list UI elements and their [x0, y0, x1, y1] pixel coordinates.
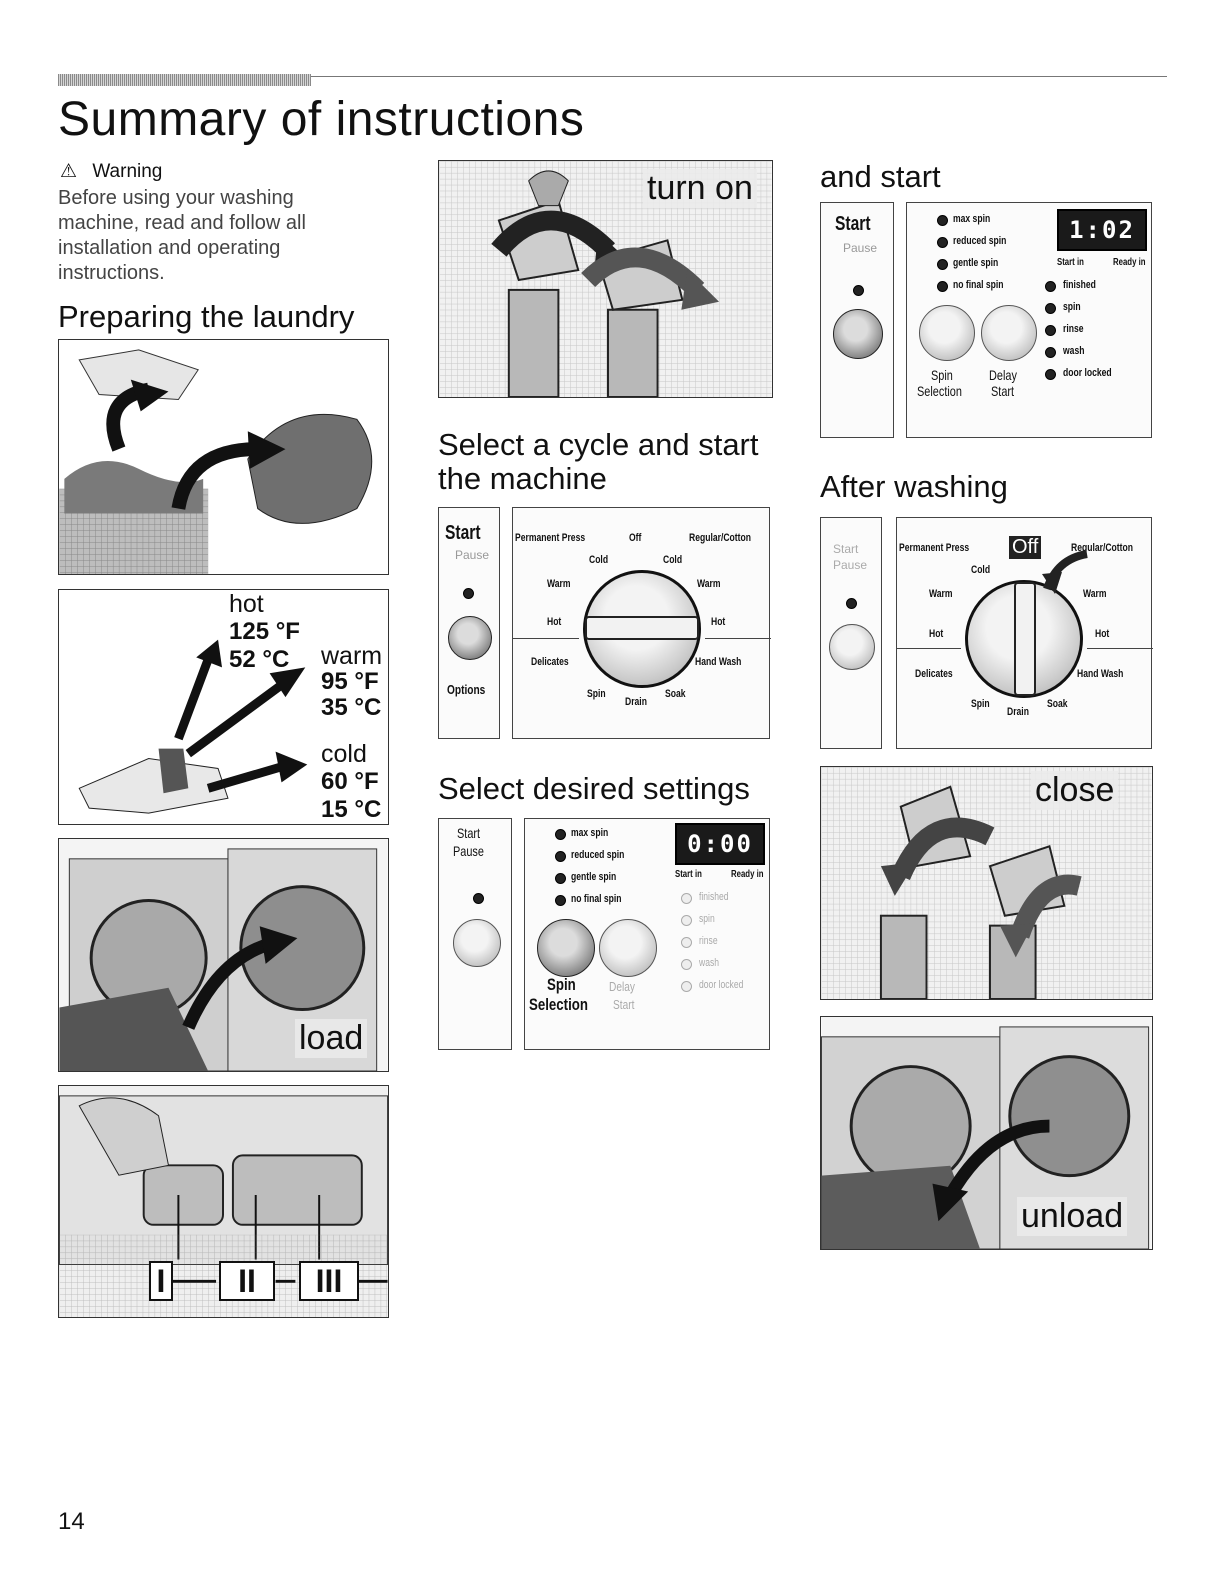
dispenser-slot-1: I [149, 1261, 173, 1301]
settings-pause-label: Pause [453, 843, 484, 859]
warning-heading [60, 160, 162, 183]
start-start-label: Start [991, 383, 1015, 399]
led-spin-off [681, 915, 692, 926]
start-spin-label: Spin [931, 367, 953, 383]
temp-hot-c: 52 °C [229, 646, 290, 673]
led-max-spin [555, 829, 566, 840]
page-title: Summary of instructions [58, 93, 585, 146]
start-ready-in: Ready in [1113, 257, 1146, 268]
dial-divider-right [705, 638, 771, 639]
dial-spin: Spin [587, 688, 606, 700]
temp-hot-f: 125 °F [229, 618, 300, 645]
selection-label-highlight: Selection [529, 995, 588, 1014]
start-label-active: Start [835, 213, 871, 235]
after-dial-divider-right [1087, 648, 1153, 649]
after-dial-soak: Soak [1047, 698, 1068, 710]
start-delay-label: Delay [989, 367, 1017, 383]
delay-start-button[interactable] [599, 919, 657, 977]
status-finished-off: finished [699, 891, 729, 903]
panel-sort-laundry [58, 339, 389, 575]
warning-text: Before using your washing machine, read and follow all installation and operating instructions. [58, 187, 306, 284]
start-led-gentle-spin [937, 259, 948, 270]
dial-regular-cotton: Regular/Cotton [689, 532, 751, 544]
settings-display: 0:00 [675, 823, 765, 865]
after-dial-warm-right: Warm [1083, 588, 1107, 600]
start-led-no-final-spin [937, 281, 948, 292]
settings-start-label: Start [457, 825, 481, 841]
settings-panel [524, 818, 770, 1050]
start-status-finished: finished [1063, 279, 1096, 291]
dispenser-slot-2: II [219, 1261, 275, 1301]
panel-load [58, 838, 389, 1072]
start-status-wash: wash [1063, 345, 1085, 357]
start-active-led [853, 285, 864, 296]
after-dial-divider-left [897, 648, 961, 649]
settings-ready-in: Ready in [731, 869, 764, 880]
after-dial-spin: Spin [971, 698, 990, 710]
after-dial-hand-wash: Hand Wash [1077, 668, 1124, 680]
warning-icon: ⚠ [60, 161, 78, 182]
temp-cold-c: 15 °C [321, 796, 382, 823]
after-dial-pointer [1014, 582, 1036, 696]
dial-divider-left [513, 638, 579, 639]
dispenser-slot-3: III [299, 1261, 359, 1301]
dial-warm-right: Warm [697, 578, 721, 590]
temp-cold-f: 60 °F [321, 768, 379, 795]
settings-start-pause-button[interactable] [453, 919, 501, 967]
start-selection-label: Selection [917, 383, 962, 399]
led-door-locked-off [681, 981, 692, 992]
panel-close [820, 766, 1153, 1000]
start-display: 1:02 [1057, 209, 1147, 251]
after-dial-hot-left: Hot [929, 628, 944, 640]
after-dial-off: Off [1009, 536, 1041, 559]
caption-close: close [1031, 771, 1118, 810]
header-rule-bar [58, 74, 311, 86]
start-button-label: Start [445, 522, 481, 544]
start-led-finished [1045, 281, 1056, 292]
opt-max-spin: max spin [571, 827, 609, 839]
start-led-door-locked [1045, 369, 1056, 380]
start-spin-selection-button[interactable] [919, 305, 975, 361]
start-led-max-spin [937, 215, 948, 226]
dial-hot-right: Hot [711, 616, 726, 628]
opt-gentle-spin: gentle spin [571, 871, 617, 883]
panel-dispenser [58, 1085, 389, 1318]
section-select-settings: Select desired settings [438, 771, 750, 806]
dial-permanent-press: Permanent Press [515, 532, 586, 544]
warning-label: Warning [92, 161, 163, 182]
panel-unload [820, 1016, 1153, 1250]
after-dial-warm-left: Warm [929, 588, 953, 600]
led-wash-off [681, 959, 692, 970]
opt-no-final-spin: no final spin [571, 893, 622, 905]
led-finished-off [681, 893, 692, 904]
caption-turn-on: turn on [643, 169, 757, 208]
spin-selection-button[interactable] [537, 919, 595, 977]
after-start-label: Start [833, 542, 859, 556]
section-and-start: and start [820, 159, 941, 194]
section-after-washing: After washing [820, 469, 1008, 504]
panel-temperatures [58, 589, 389, 825]
after-dial-permanent-press: Permanent Press [899, 542, 970, 554]
start-status-door-locked: door locked [1063, 367, 1112, 379]
after-dial-hot-right: Hot [1095, 628, 1110, 640]
start-opt-max-spin: max spin [953, 213, 991, 225]
start-led-reduced-spin [937, 237, 948, 248]
start-pause-column-settings [438, 818, 512, 1050]
spin-label-highlight: Spin [547, 975, 576, 994]
delay-label-dim: Delay [609, 979, 635, 994]
start-active-button[interactable] [833, 309, 883, 359]
dial-drain: Drain [625, 696, 647, 708]
dial-cold-left: Cold [589, 554, 609, 566]
temp-cold-label: cold [321, 740, 367, 768]
start-pause-column-after [820, 517, 882, 749]
start-status-panel [906, 202, 1152, 438]
start-led-spin [1045, 303, 1056, 314]
start-opt-no-final-spin: no final spin [953, 279, 1004, 291]
start-pause-column-start [820, 202, 894, 438]
dial-delicates: Delicates [531, 656, 569, 668]
after-start-led [846, 598, 857, 609]
temp-warm-c: 35 °C [321, 694, 382, 721]
start-led [463, 588, 474, 599]
start-led-wash [1045, 347, 1056, 358]
settings-start-led [473, 893, 484, 904]
led-reduced-spin [555, 851, 566, 862]
start-led-rinse [1045, 325, 1056, 336]
status-spin-off: spin [699, 913, 715, 925]
temp-hot-label: hot [229, 590, 264, 618]
section-select-cycle: Select a cycle and start the machine [438, 427, 759, 496]
dial-warm-left: Warm [547, 578, 571, 590]
after-pause-label: Pause [833, 558, 868, 572]
section-preparing: Preparing the laundry [58, 299, 355, 334]
status-wash-off: wash [699, 957, 720, 969]
start-opt-gentle-spin: gentle spin [953, 257, 999, 269]
page-number: 14 [58, 1508, 85, 1535]
pause-label: Pause [455, 548, 490, 562]
after-dial-drain: Drain [1007, 706, 1029, 718]
start-status-spin: spin [1063, 301, 1081, 313]
start-opt-reduced-spin: reduced spin [953, 235, 1007, 247]
after-dial-regular-cotton: Regular/Cotton [1071, 542, 1133, 554]
dial-cold-right: Cold [663, 554, 683, 566]
header-rule-line [311, 76, 1167, 77]
dial-pointer [585, 616, 699, 640]
temp-warm-label: warm [321, 642, 383, 670]
start-delay-start-button[interactable] [981, 305, 1037, 361]
led-rinse-off [681, 937, 692, 948]
temp-warm-f: 95 °F [321, 668, 379, 695]
dial-soak: Soak [665, 688, 686, 700]
panel-turn-on [438, 160, 773, 398]
dial-hot-left: Hot [547, 616, 562, 628]
dial-off: Off [629, 532, 642, 544]
caption-load: load [295, 1019, 367, 1058]
after-dial-cold: Cold [971, 564, 991, 576]
after-dial-delicates: Delicates [915, 668, 953, 680]
start-pause-button[interactable] [448, 616, 492, 660]
settings-start-in: Start in [675, 869, 702, 880]
after-dial-panel [896, 517, 1152, 749]
caption-unload: unload [1017, 1197, 1127, 1236]
start-start-in: Start in [1057, 257, 1084, 268]
after-start-pause-button[interactable] [829, 624, 875, 670]
start-label-dim: Start [613, 997, 635, 1012]
status-door-locked-off: door locked [699, 979, 744, 991]
sort-laundry-illustration [59, 340, 388, 574]
status-rinse-off: rinse [699, 935, 718, 947]
opt-reduced-spin: reduced spin [571, 849, 625, 861]
options-label: Options [447, 682, 486, 697]
cycle-dial-panel [512, 507, 770, 739]
led-no-final-spin [555, 895, 566, 906]
after-dial-arrow-icon [1037, 544, 1097, 594]
start-status-rinse: rinse [1063, 323, 1084, 335]
dial-hand-wash: Hand Wash [695, 656, 742, 668]
led-gentle-spin [555, 873, 566, 884]
start-pause-label: Pause [843, 241, 878, 255]
start-pause-column-cycle [438, 507, 500, 739]
